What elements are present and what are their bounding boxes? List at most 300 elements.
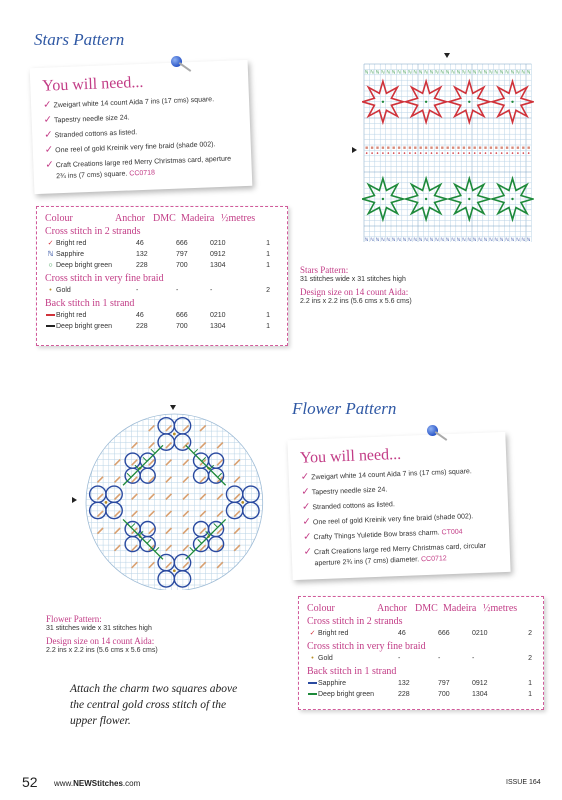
tan-stitch <box>183 511 189 517</box>
stitch-symbol: ℕ <box>462 237 466 242</box>
band-stitch <box>523 152 525 154</box>
tan-stitch <box>200 425 206 431</box>
band-stitch <box>490 152 492 154</box>
tan-stitch <box>132 460 138 466</box>
stitch-symbol: ℕ <box>364 70 369 76</box>
check-icon: ✓ <box>43 114 53 126</box>
flower-design-title: Design size on 14 count Aida: <box>46 636 155 646</box>
tan-stitch <box>234 545 240 551</box>
tan-stitch <box>166 443 172 449</box>
flower-petal <box>243 486 259 502</box>
band-stitch <box>366 152 368 154</box>
star-center-stitch <box>468 198 470 200</box>
tan-stitch <box>217 511 223 517</box>
stitch-symbol: ℕ <box>424 70 428 76</box>
metres-value: 1 <box>266 312 270 319</box>
band-stitch <box>366 147 368 149</box>
band-stitch <box>458 152 460 154</box>
tan-stitch <box>166 477 172 483</box>
flower-petal <box>174 571 190 587</box>
band-stitch <box>468 147 470 149</box>
band-stitch <box>485 152 487 154</box>
stitch-symbol: ℕ <box>370 70 374 76</box>
stars-center-marker-left <box>352 147 357 153</box>
metres-value: 1 <box>528 691 532 698</box>
tan-stitch <box>132 443 138 449</box>
madeira-code: 1304 <box>210 323 226 330</box>
need-item-text: Crafty Things Yuletide Bow brass charm. CT004 <box>313 528 463 542</box>
stars-needs-heading: You will need... <box>42 73 144 95</box>
tan-stitch <box>166 425 172 431</box>
tan-stitch <box>183 528 189 534</box>
band-stitch <box>393 147 395 149</box>
legend-section-title: Cross stitch in very fine braid <box>307 641 426 652</box>
thread-name: Bright red <box>56 312 87 319</box>
stitch-symbol: ℕ <box>494 70 499 76</box>
madeira-code: 0912 <box>210 251 226 258</box>
stitch-symbol: ℕ <box>516 237 520 242</box>
band-stitch <box>511 147 513 149</box>
header-colour: Colour <box>307 603 335 614</box>
anchor-code: 46 <box>136 312 144 319</box>
need-item-text: Zweigart white 14 count Aida 7 ins (17 cms) square. <box>311 468 472 482</box>
flower-petal <box>226 486 242 502</box>
band-stitch <box>490 147 492 149</box>
dmc-code: - <box>438 655 441 662</box>
band-stitch <box>506 147 508 149</box>
flower-chart-svg <box>80 412 270 590</box>
band-stitch <box>457 147 459 149</box>
legend-section-title: Cross stitch in 2 strands <box>45 226 141 237</box>
band-stitch <box>528 152 530 154</box>
tan-stitch <box>166 511 172 517</box>
header-anchor: Anchor <box>115 213 145 224</box>
anchor-code: - <box>398 655 401 662</box>
stars-chart <box>362 62 534 242</box>
flower-design-size: 2.2 ins x 2.2 ins (5.6 cms x 5.6 cms) <box>46 647 158 654</box>
product-code: CC0718 <box>127 169 156 178</box>
metres-value: 1 <box>266 240 270 247</box>
tan-stitch <box>200 494 206 500</box>
stars-needs-note <box>30 60 253 194</box>
stitch-symbol: ℕ <box>510 237 515 242</box>
band-stitch <box>501 147 503 149</box>
stars-caption-size: 31 stitches wide x 31 stitches high <box>300 276 406 283</box>
fern-leaf <box>190 449 194 453</box>
flower-center-stitch <box>105 501 108 504</box>
metres-value: 1 <box>266 323 270 330</box>
check-icon: ✓ <box>42 99 52 111</box>
band-stitch <box>387 147 389 149</box>
stitch-symbol: ℕ <box>521 70 526 76</box>
band-stitch <box>452 147 454 149</box>
tan-stitch <box>166 545 172 551</box>
need-item-text: Stranded cottons as listed. <box>312 501 395 512</box>
dmc-code: 666 <box>438 630 450 637</box>
stitch-symbol: ℕ <box>391 237 396 242</box>
dmc-code: 700 <box>176 262 188 269</box>
stitch-symbol: ℕ <box>494 237 499 242</box>
flower-petal <box>140 468 155 483</box>
madeira-code: 0210 <box>472 630 488 637</box>
band-stitch <box>420 147 422 149</box>
stitch-symbol: ℕ <box>397 237 401 242</box>
band-stitch <box>388 152 390 154</box>
stitch-symbol: ℕ <box>478 70 482 76</box>
check-icon: ✓ <box>302 531 312 543</box>
metres-value: 1 <box>528 680 532 687</box>
flower-caption-title: Flower Pattern: <box>46 614 102 624</box>
stitch-symbol: ℕ <box>456 70 461 76</box>
tan-stitch <box>234 528 240 534</box>
band-stitch <box>501 152 503 154</box>
fern-leaf <box>127 523 131 527</box>
header-dmc: DMC <box>153 213 176 224</box>
dmc-code: 700 <box>438 691 450 698</box>
band-stitch <box>430 147 432 149</box>
stitch-symbol: ℕ <box>472 70 477 76</box>
band-stitch <box>469 152 471 154</box>
band-stitch <box>409 152 411 154</box>
legend-section-title: Cross stitch in 2 strands <box>307 616 403 627</box>
flower-caption-size: 31 stitches wide x 31 stitches high <box>46 625 152 632</box>
thread-symbol-icon: ○ <box>48 262 53 269</box>
fern-leaf <box>143 457 147 461</box>
band-stitch <box>479 147 481 149</box>
stitch-symbol: ℕ <box>375 70 380 76</box>
tan-stitch <box>149 443 155 449</box>
tan-stitch <box>200 511 206 517</box>
band-stitch <box>474 152 476 154</box>
legend-row <box>307 628 535 639</box>
check-icon: ✓ <box>44 129 53 141</box>
flower-petal <box>158 418 174 434</box>
thread-name: Sapphire <box>56 251 85 258</box>
need-item <box>45 153 240 182</box>
stitch-symbol: ℕ <box>408 237 412 242</box>
stitch-symbol: ℕ <box>413 70 418 76</box>
legend-row <box>307 653 535 664</box>
product-code: CT004 <box>439 528 463 537</box>
band-stitch <box>436 147 438 149</box>
stitch-symbol: ℕ <box>472 237 477 242</box>
tan-stitch <box>132 562 138 568</box>
legend-row <box>45 249 279 260</box>
thread-symbol-icon <box>307 689 318 700</box>
stitch-symbol: ℕ <box>386 70 391 76</box>
madeira-code: 0210 <box>210 312 226 319</box>
stars-title: Stars Pattern <box>34 30 125 49</box>
flower-center-stitch <box>241 501 244 504</box>
star-center-stitch <box>382 101 384 103</box>
legend-row <box>45 310 279 321</box>
fern-leaf <box>143 539 147 543</box>
flower-petal <box>194 522 209 537</box>
band-stitch <box>409 147 411 149</box>
header-madeira: Madeira <box>181 213 215 224</box>
band-stitch <box>376 147 378 149</box>
band-stitch <box>512 152 514 154</box>
stitch-symbol: ℕ <box>516 70 520 76</box>
stitch-symbol: ℕ <box>456 237 461 242</box>
star-center-stitch <box>511 101 513 103</box>
band-stitch <box>452 152 454 154</box>
stitch-symbol: ℕ <box>402 237 407 242</box>
header-dmc: DMC <box>415 603 438 614</box>
stitch-symbol: ℕ <box>489 70 493 76</box>
band-stitch <box>463 147 465 149</box>
star-center-stitch <box>425 198 427 200</box>
anchor-code: 46 <box>136 240 144 247</box>
band-stitch <box>441 147 443 149</box>
stitch-symbol: ℕ <box>510 70 515 76</box>
madeira-code: 1304 <box>210 262 226 269</box>
flower-chart <box>80 412 270 590</box>
tan-stitch <box>166 460 172 466</box>
flower-center-marker-left <box>72 497 77 503</box>
stitch-symbol: ℕ <box>391 70 396 76</box>
tan-stitch <box>132 494 138 500</box>
star-center-stitch <box>468 101 470 103</box>
fern-leaf <box>147 539 151 543</box>
stitch-symbol: ℕ <box>435 70 439 76</box>
stitch-symbol: ℕ <box>418 237 423 242</box>
tan-stitch <box>97 528 103 534</box>
stitch-symbol: ℕ <box>397 70 401 76</box>
tan-stitch <box>115 460 121 466</box>
site-suffix: .com <box>122 779 141 788</box>
tan-stitch <box>97 477 103 483</box>
tan-stitch <box>115 477 121 483</box>
thread-symbol-icon: • <box>311 655 314 662</box>
thread-name: Gold <box>318 655 333 662</box>
stitch-symbol: ℕ <box>451 70 455 76</box>
stitch-symbol: ℕ <box>381 70 385 76</box>
anchor-code: 228 <box>136 323 148 330</box>
stars-design-size: 2.2 ins x 2.2 ins (5.6 cms x 5.6 cms) <box>300 298 412 305</box>
tan-stitch <box>166 528 172 534</box>
band-stitch <box>447 147 449 149</box>
check-icon: ✓ <box>44 144 54 156</box>
anchor-code: 46 <box>398 630 406 637</box>
stitch-symbol: ℕ <box>386 237 391 242</box>
tan-stitch <box>115 511 121 517</box>
stitch-symbol: ℕ <box>462 70 466 76</box>
metres-value: 1 <box>266 251 270 258</box>
check-icon: ✓ <box>302 516 312 528</box>
flower-legend <box>298 596 544 710</box>
tan-stitch <box>183 494 189 500</box>
check-icon: ✓ <box>300 471 310 483</box>
need-item-text: Stranded cottons as listed. <box>54 129 138 140</box>
thread-name: Bright red <box>56 240 87 247</box>
band-stitch <box>474 147 476 149</box>
tan-stitch <box>183 460 189 466</box>
issue-label: ISSUE 164 <box>506 779 541 786</box>
stitch-symbol: ℕ <box>445 70 450 76</box>
stars-legend-body <box>45 226 279 332</box>
flower-needs-list <box>301 465 499 569</box>
tan-stitch <box>200 562 206 568</box>
stitch-symbol: ℕ <box>445 237 450 242</box>
stitch-symbol: ℕ <box>499 237 504 242</box>
need-item-text: Tapestry needle size 24. <box>53 114 130 125</box>
madeira-code: 0912 <box>472 680 488 687</box>
thread-symbol-icon: ✓ <box>47 240 54 247</box>
legend-row <box>45 321 279 332</box>
stitch-symbol: ℕ <box>429 237 434 242</box>
stitch-symbol: ℕ <box>483 70 488 76</box>
flower-petal <box>125 453 140 468</box>
need-item-text: Zweigart white 14 count Aida 7 ins (17 cms) square. <box>53 96 215 110</box>
stitch-symbol: ℕ <box>526 70 531 76</box>
band-stitch <box>431 152 433 154</box>
tan-stitch <box>217 443 223 449</box>
stitch-symbol: ℕ <box>489 237 493 242</box>
metres-value: 2 <box>528 630 532 637</box>
dmc-code: 700 <box>176 323 188 330</box>
stitch-symbol: ℕ <box>499 70 504 76</box>
charm-attach-note: Attach the charm two squares above the central gold cross stitch of the upper flower. <box>70 683 238 727</box>
band-stitch <box>414 147 416 149</box>
stitch-symbol: ℕ <box>467 237 472 242</box>
band-stitch <box>528 147 530 149</box>
fern-leaf <box>218 523 222 527</box>
madeira-code: 0210 <box>210 240 226 247</box>
stars-chart-svg <box>362 62 534 242</box>
metres-value: 2 <box>528 655 532 662</box>
stars-design-title: Design size on 14 count Aida: <box>300 287 409 297</box>
band-stitch <box>495 147 497 149</box>
anchor-code: 132 <box>136 251 148 258</box>
band-stitch <box>425 147 427 149</box>
tan-stitch <box>200 443 206 449</box>
flower-petal <box>158 571 174 587</box>
stitch-symbol: ℕ <box>526 237 531 242</box>
band-stitch <box>517 152 519 154</box>
check-icon: ✓ <box>301 501 311 513</box>
band-stitch <box>393 152 395 154</box>
need-item <box>304 540 499 569</box>
stars-caption-title: Stars Pattern: <box>300 265 349 275</box>
tan-stitch <box>149 425 155 431</box>
band-stitch <box>479 152 481 154</box>
madeira-code: - <box>472 655 475 662</box>
flower-needs-note <box>287 432 510 580</box>
band-stitch <box>517 147 519 149</box>
need-item-text: One reel of gold Kreinik very fine braid (shade 002). <box>312 513 474 527</box>
stitch-symbol: ℕ <box>424 237 428 242</box>
stitch-symbol: ℕ <box>521 237 526 242</box>
thread-name: Deep bright green <box>318 691 375 698</box>
tan-stitch <box>183 562 189 568</box>
tan-stitch <box>149 562 155 568</box>
band-stitch <box>436 152 438 154</box>
flower-center-stitch <box>173 569 176 572</box>
band-stitch <box>404 152 406 154</box>
tan-stitch <box>234 477 240 483</box>
fern-leaf <box>198 457 202 461</box>
tan-stitch <box>115 545 121 551</box>
band-stitch <box>415 152 417 154</box>
legend-row <box>307 678 535 689</box>
band-stitch <box>382 147 384 149</box>
star-center-stitch <box>425 101 427 103</box>
site-prefix: www. <box>54 779 74 788</box>
thread-symbol-icon: ℕ <box>47 251 54 258</box>
stitch-symbol: ℕ <box>413 237 418 242</box>
stitch-symbol: ℕ <box>505 70 509 76</box>
need-item-text: Craft Creations large red Merry Christmas card, aperture 2¾ ins (7 cms) square. CC0718 <box>55 155 232 181</box>
legend-row <box>45 238 279 249</box>
flower-legend-header <box>307 603 535 614</box>
stitch-symbol: ℕ <box>478 237 482 242</box>
header-colour: Colour <box>45 213 73 224</box>
tan-stitch <box>166 494 172 500</box>
thread-name: Sapphire <box>318 680 347 687</box>
thread-name: Deep bright green <box>56 262 113 269</box>
tan-stitch <box>97 494 103 500</box>
thread-name: Bright red <box>318 630 349 637</box>
tan-stitch <box>234 460 240 466</box>
band-stitch <box>496 152 498 154</box>
flower-center-marker-top <box>170 405 176 410</box>
legend-row <box>45 285 279 296</box>
star-center-stitch <box>511 198 513 200</box>
flower-petal <box>243 502 259 518</box>
tan-stitch <box>217 494 223 500</box>
tan-stitch <box>115 494 121 500</box>
tan-stitch <box>97 511 103 517</box>
site-brand: NEWStitches <box>73 779 123 788</box>
star-center-stitch <box>382 198 384 200</box>
flower-petal <box>90 486 106 502</box>
stitch-symbol: ℕ <box>402 70 407 76</box>
product-code: CC0712 <box>418 555 447 564</box>
stitch-symbol: ℕ <box>370 237 374 242</box>
page-number: 52 <box>22 774 38 790</box>
stars-caption <box>300 265 520 307</box>
legend-section-title: Back stitch in 1 strand <box>307 666 397 677</box>
stitch-symbol: ℕ <box>364 237 369 242</box>
thread-symbol-icon <box>45 321 56 332</box>
legend-section-title: Cross stitch in very fine braid <box>45 273 164 284</box>
fern-leaf <box>198 539 202 543</box>
thread-symbol-icon <box>45 310 56 321</box>
stitch-symbol: ℕ <box>505 237 509 242</box>
tan-stitch <box>166 562 172 568</box>
flower-petal <box>209 537 224 552</box>
madeira-code: 1304 <box>472 691 488 698</box>
tan-stitch <box>115 528 121 534</box>
tan-stitch <box>149 494 155 500</box>
flower-title: Flower Pattern <box>292 399 397 418</box>
stars-needs-list <box>43 93 240 182</box>
flower-center-stitch <box>173 433 176 436</box>
band-stitch <box>425 152 427 154</box>
tan-stitch <box>234 511 240 517</box>
stitch-symbol: ℕ <box>440 70 445 76</box>
flower-legend-body <box>307 616 535 700</box>
anchor-code: 228 <box>398 691 410 698</box>
dmc-code: 797 <box>438 680 450 687</box>
site-url[interactable] <box>54 779 140 788</box>
stitch-symbol: ℕ <box>451 237 455 242</box>
tan-stitch <box>149 511 155 517</box>
anchor-code: 228 <box>136 262 148 269</box>
thread-symbol-icon: ✓ <box>309 630 316 637</box>
thread-symbol-icon <box>307 678 318 689</box>
